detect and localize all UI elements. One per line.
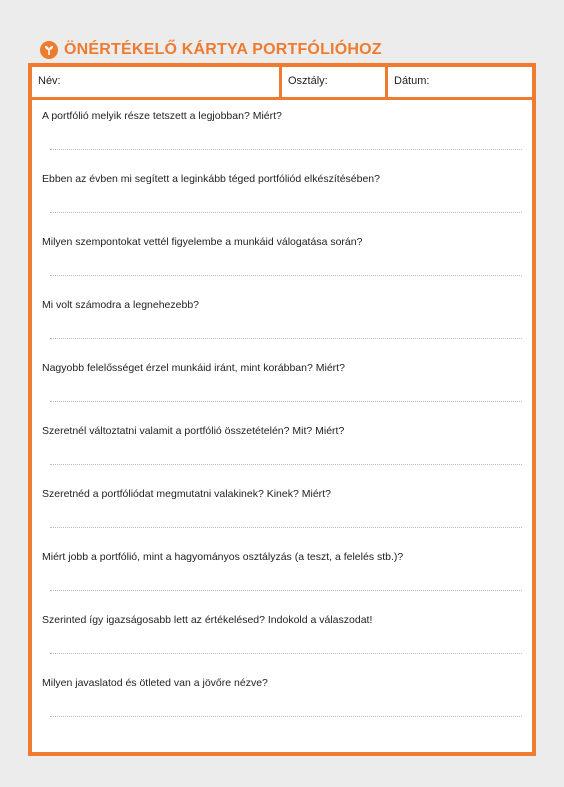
answer-line[interactable]	[50, 338, 522, 339]
question-text: Szeretnél változtatni valamit a portfólió összetételén? Mit? Miért?	[42, 425, 345, 437]
answer-line[interactable]	[50, 716, 522, 717]
question-item	[42, 487, 522, 547]
question-item	[42, 235, 522, 295]
question-text: Milyen szempontokat vettél figyelembe a munkáid válogatása során?	[42, 236, 363, 248]
answer-line[interactable]	[50, 275, 522, 276]
question-item	[42, 361, 522, 421]
question-text: Mi volt számodra a legnehezebb?	[42, 299, 200, 311]
answer-line[interactable]	[50, 464, 522, 465]
class-field[interactable]	[282, 67, 388, 97]
question-text: Szeretnéd a portfóliódat megmutatni valakinek? Kinek? Miért?	[42, 488, 331, 500]
question-item	[42, 613, 522, 673]
date-label: Dátum:	[394, 75, 430, 87]
card-header	[40, 38, 382, 62]
date-field[interactable]	[388, 67, 532, 97]
page-title: ÖNÉRTÉKELŐ KÁRTYA PORTFÓLIÓHOZ	[64, 41, 382, 58]
question-item	[42, 109, 522, 169]
class-label: Osztály:	[288, 75, 328, 87]
question-text: Ebben az évben mi segített a leginkább téged portfóliód elkészítésében?	[42, 173, 380, 185]
question-item	[42, 676, 522, 736]
question-text: Szerinted így igazságosabb lett az értékelésed? Indokold a válaszodat!	[42, 614, 373, 626]
answer-line[interactable]	[50, 590, 522, 591]
question-item	[42, 298, 522, 358]
question-text: Milyen javaslatod és ötleted van a jövőre nézve?	[42, 677, 268, 689]
student-info-row	[32, 67, 532, 100]
answer-line[interactable]	[50, 653, 522, 654]
answer-line[interactable]	[50, 212, 522, 213]
question-item	[42, 172, 522, 232]
question-item	[42, 424, 522, 484]
name-field[interactable]	[32, 67, 282, 97]
question-text: Miért jobb a portfólió, mint a hagyományos osztályzás (a teszt, a felelés stb.)?	[42, 551, 404, 563]
name-label: Név:	[38, 75, 61, 87]
question-item	[42, 550, 522, 610]
question-text: A portfólió melyik része tetszett a legjobban? Miért?	[42, 110, 282, 122]
question-text: Nagyobb felelősséget érzel munkáid iránt, mint korábban? Miért?	[42, 362, 345, 374]
answer-line[interactable]	[50, 149, 522, 150]
answer-line[interactable]	[50, 401, 522, 402]
answer-line[interactable]	[50, 527, 522, 528]
sprout-logo-icon	[40, 41, 58, 59]
self-assessment-card	[28, 63, 536, 756]
